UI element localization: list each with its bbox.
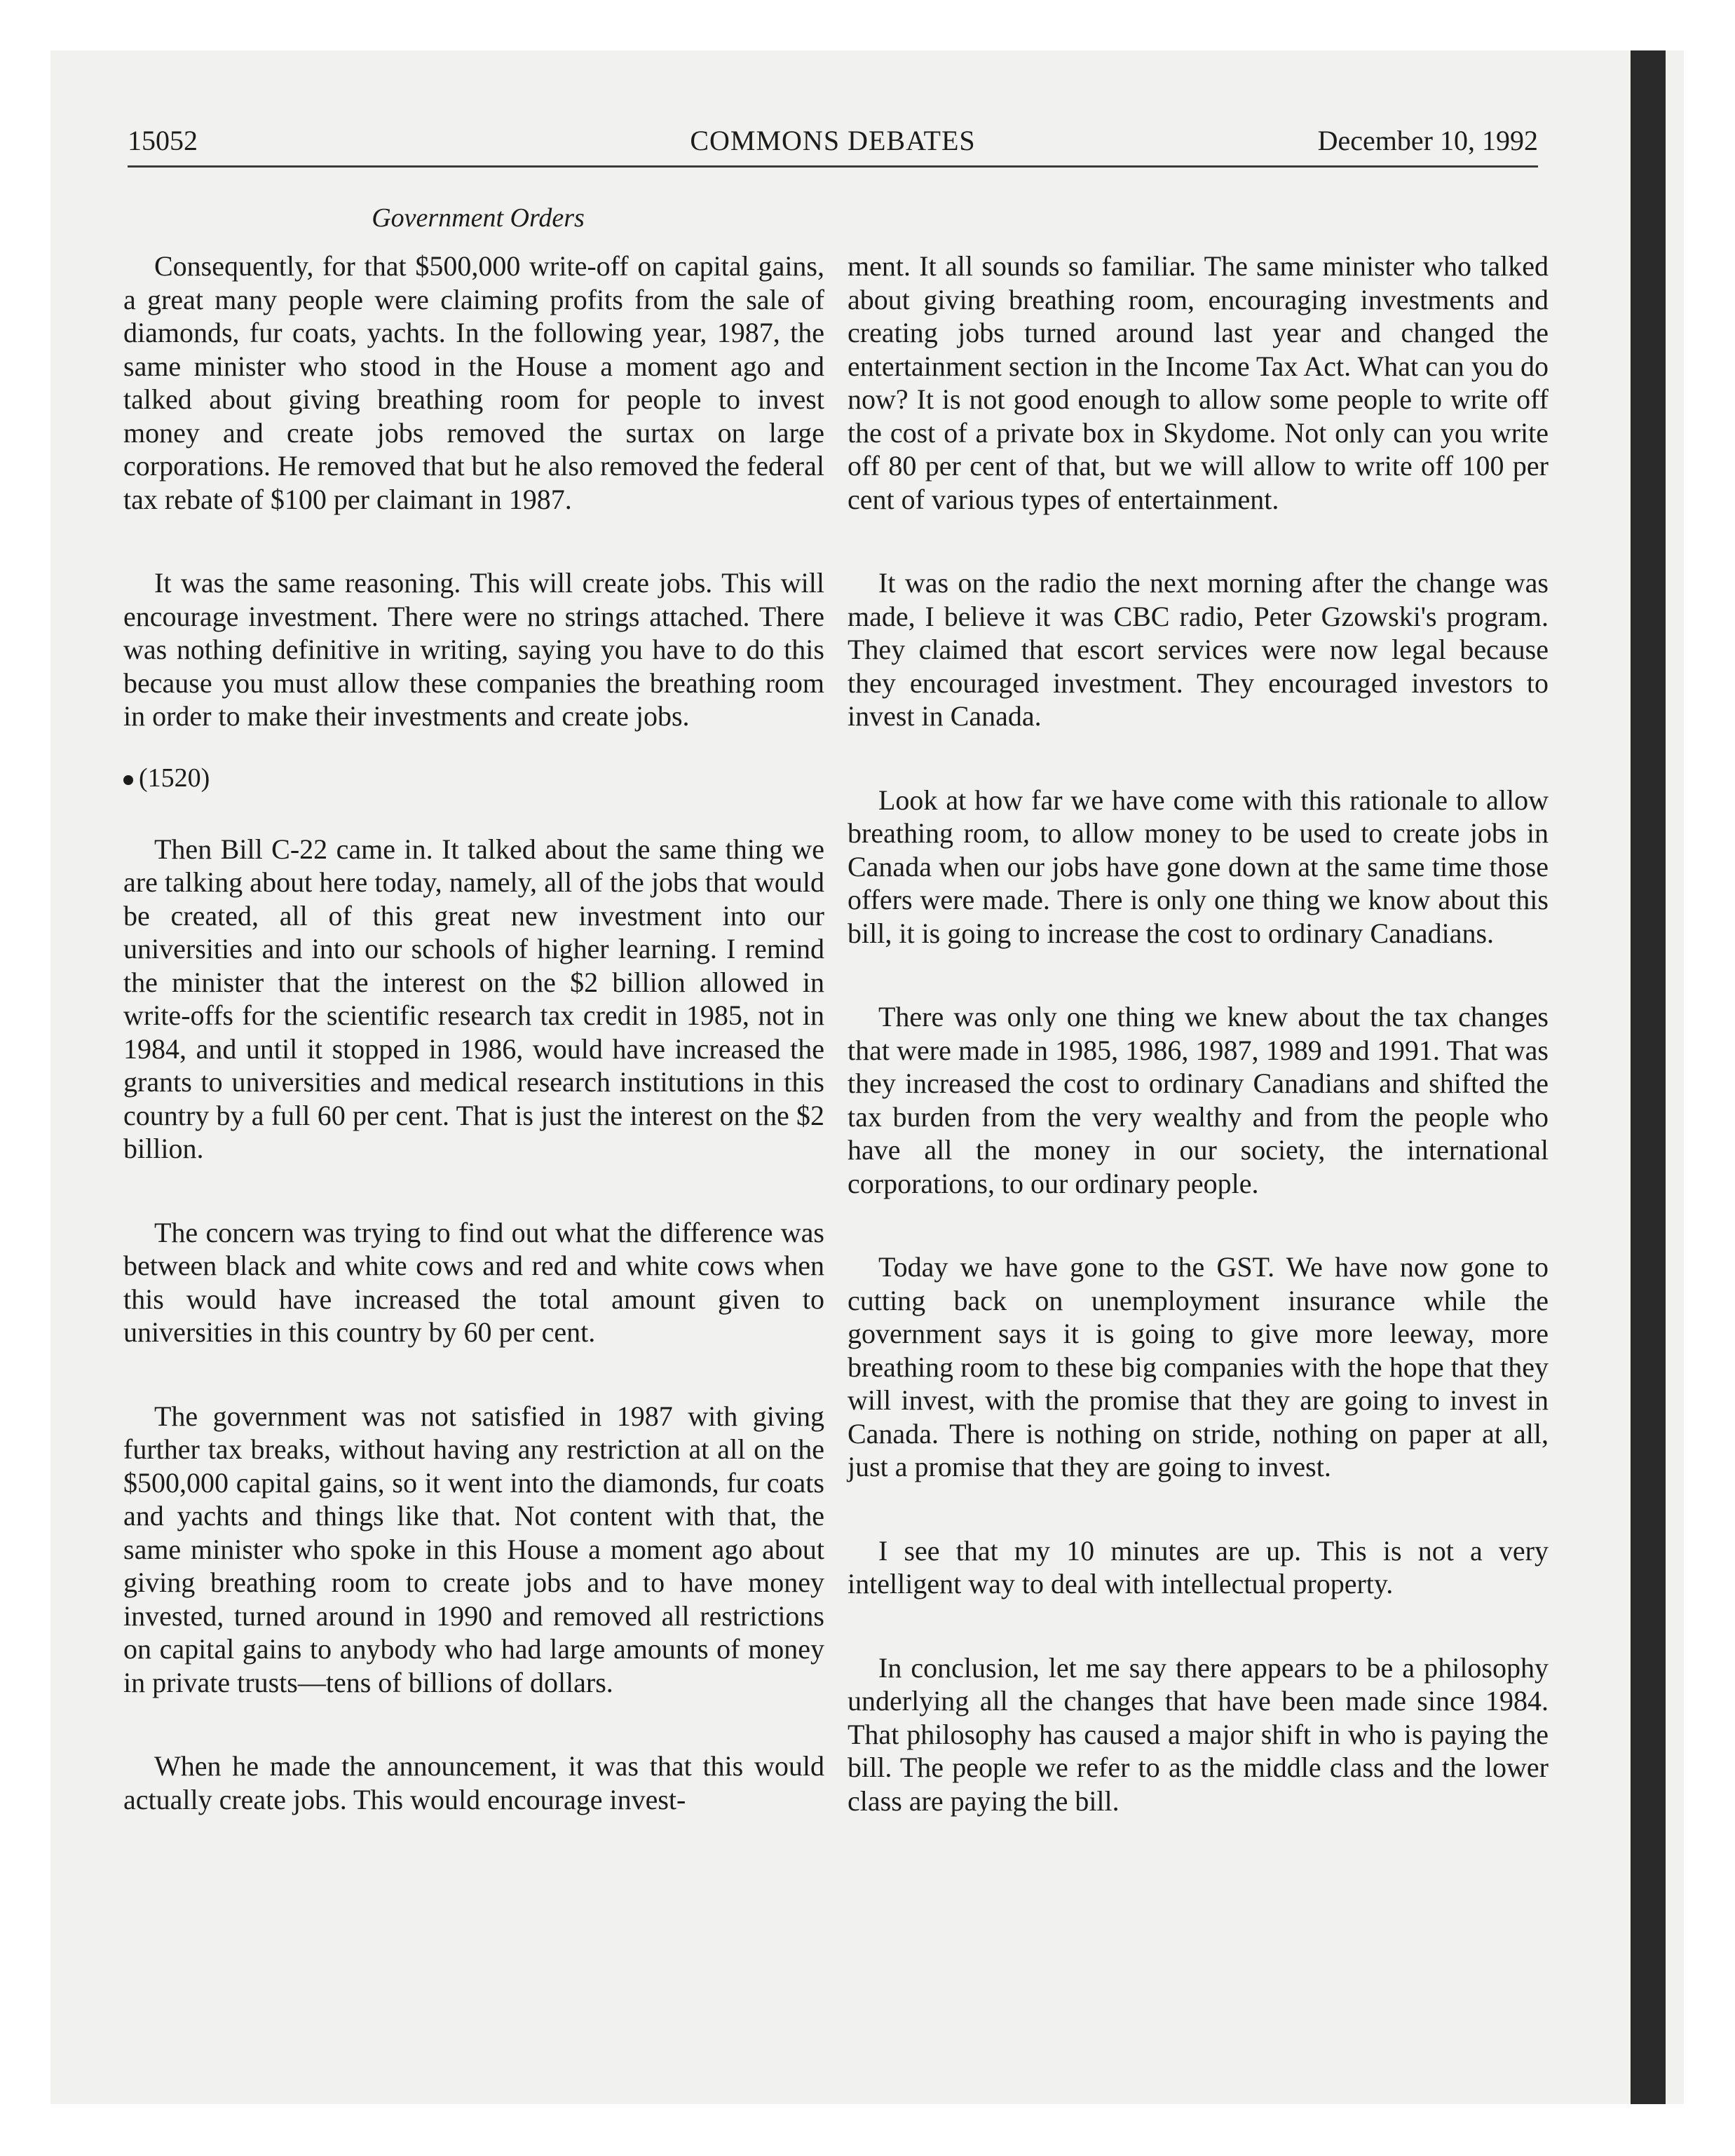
scan-edge-shadow <box>1631 50 1666 2104</box>
publication-title: COMMONS DEBATES <box>690 125 976 156</box>
paragraph: I see that my 10 minutes are up. This is not a very intelligent way to deal with intellectual property. <box>848 1534 1549 1599</box>
paragraph: The government was not satisfied in 1987 with giving further tax breaks, without having any restriction at all on the $500,000 capital gains, so it went into the diamonds, fur coats and yachts and things like that. Not content with that, the same minister who spoke in this House a moment ago about giving breathing room to create jobs and to have money invested, turned around in 1990 and removed all restrictions on capital gains to anybody who had large amounts of money in private trusts—tens of billions of dollars. <box>123 1400 824 1698</box>
paragraph: When he made the announcement, it was that this would actually create jobs. This would encourage invest- <box>123 1750 824 1815</box>
right-column <box>848 250 1549 1817</box>
time-marker <box>123 761 824 795</box>
page-number: 15052 <box>128 125 198 156</box>
paragraph: Look at how far we have come with this rationale to allow breathing room, to allow money to be used to create jobs in Canada when our jobs have gone down at the same time those offers were made. There is only one thing we know about this bill, it is going to increase the cost to ordinary Canadians. <box>848 784 1549 949</box>
paragraph: There was only one thing we knew about the tax changes that were made in 1985, 1986, 1987, 1989 and 1991. That was they increased the cost to ordinary Canadians and shifted the tax burden from the very wealthy and from the people who have all the money in our society, the international corporations, to our ordinary people. <box>848 1001 1549 1199</box>
time-marker-text: (1520) <box>139 763 210 793</box>
page-header <box>128 123 1538 168</box>
paragraph: Then Bill C-22 came in. It talked about the same thing we are talking about here today, namely, all of the jobs that would be created, all of this great new investment into our universities and into our schools of higher learning. I remind the minister that the interest on the $2 billion allowed in write-offs for the scientific research tax credit in 1985, not in 1984, and until it stopped in 1986, would have increased the grants to universities and medical research institutions in this country by a full 60 per cent. That is just the interest on the $2 billion. <box>123 833 824 1164</box>
paragraph: It was on the radio the next morning after the change was made, I believe it was CBC radio, Peter Gzowski's program. They claimed that escort services were now legal because they encouraged investment. They encouraged investors to invest in Canada. <box>848 567 1549 732</box>
paragraph: Today we have gone to the GST. We have now gone to cutting back on unemployment insurance while the government says it is going to give more leeway, more breathing room to these big companies with the hope that they will invest, with the promise that they are going to invest in Canada. There is nothing on stride, nothing on paper at all, just a promise that they are going to invest. <box>848 1251 1549 1482</box>
paragraph: In conclusion, let me say there appears to be a philosophy underlying all the changes that have been made since 1984. That philosophy has caused a major shift in who is paying the bill. The people we refer to as the middle class and the lower class are paying the bill. <box>848 1651 1549 1817</box>
left-column <box>123 250 824 1816</box>
bullet-icon <box>123 775 133 785</box>
section-title: Government Orders <box>372 203 585 233</box>
publication-date: December 10, 1992 <box>1317 125 1538 156</box>
paragraph: Consequently, for that $500,000 write-off on capital gains, a great many people were claiming profits from the sale of diamonds, fur coats, yachts. In the following year, 1987, the same minister who stood in the House a moment ago and talked about giving breathing room for people to invest money and create jobs removed the surtax on large corporations. He removed that but he also removed the federal tax rebate of $100 per claimant in 1987. <box>123 250 824 515</box>
paragraph: The concern was trying to find out what the difference was between black and white cows and red and white cows when this would have increased the total amount given to universities in this country by 60 per cent. <box>123 1216 824 1348</box>
paragraph: It was the same reasoning. This will create jobs. This will encourage investment. There were no strings attached. There was nothing definitive in writing, saying you have to do this because you must allow these companies the breathing room in order to make their investments and create jobs. <box>123 567 824 732</box>
paragraph-continuation: ment. It all sounds so familiar. The same minister who talked about giving breathing room, encouraging investments and creating jobs turned around last year and changed the entertainment section in the Income Tax Act. What can you do now? It is not good enough to allow some people to write off the cost of a private box in Skydome. Not only can you write off 80 per cent of that, but we will allow to write off 100 per cent of various types of entertainment. <box>848 250 1549 515</box>
